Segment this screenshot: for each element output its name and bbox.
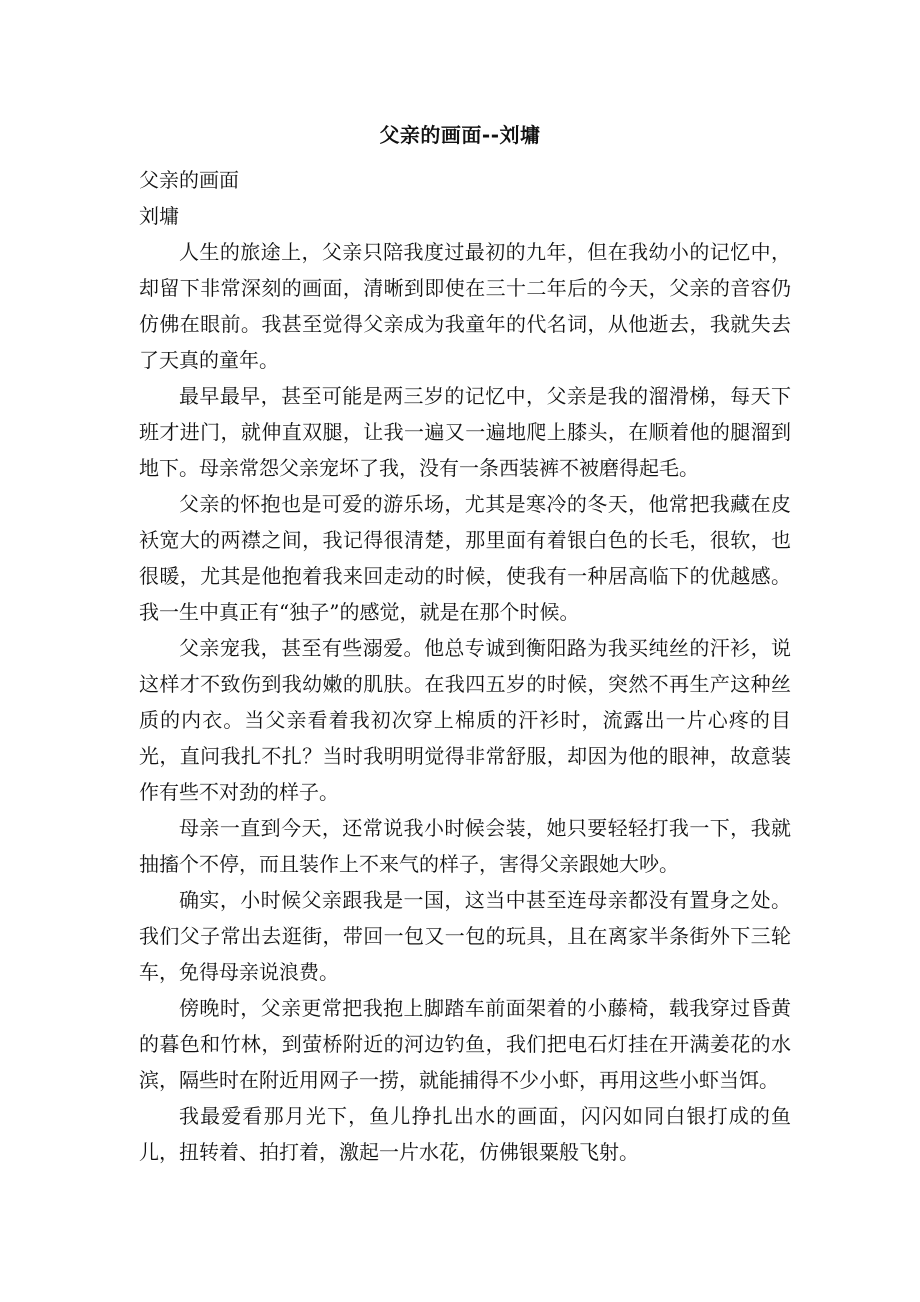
document-title: 父亲的画面--刘墉 [379, 123, 541, 147]
article-author: 刘墉 [139, 204, 179, 228]
paragraph: 确实，小时候父亲跟我是一国，这当中甚至连母亲都没有置身之处。我们父子常出去逛街，带回一包又一包的玩具，且在离家半条街外下三轮车，免得母亲说浪费。 [139, 888, 791, 984]
paragraph: 父亲的怀抱也是可爱的游乐场，尤其是寒冷的冬天，他常把我藏在皮袄宽大的两襟之间，我记得很清楚，那里面有着银白色的长毛，很软，也很暖，尤其是他抱着我来回走动的时候，使我有一种居高临下的优越感。我一生中真正有“独子”的感觉，就是在那个时候。 [139, 492, 791, 624]
paragraph: 最早最早，甚至可能是两三岁的记忆中，父亲是我的溜滑梯，每天下班才进门，就伸直双腿，让我一遍又一遍地爬上膝头，在顺着他的腿溜到地下。母亲常怨父亲宠坏了我，没有一条西装裤不被磨得起毛。 [139, 384, 791, 480]
paragraph: 人生的旅途上，父亲只陪我度过最初的九年，但在我幼小的记忆中，却留下非常深刻的画面，清晰到即使在三十二年后的今天，父亲的音容仍仿佛在眼前。我甚至觉得父亲成为我童年的代名词，从他逝去，我就失去了天真的童年。 [139, 240, 791, 372]
paragraph: 母亲一直到今天，还常说我小时候会装，她只要轻轻打我一下，我就抽搐个不停，而且装作上不来气的样子，害得父亲跟她大吵。 [139, 816, 791, 876]
paragraph: 父亲宠我，甚至有些溺爱。他总专诚到衡阳路为我买纯丝的汗衫，说这样才不致伤到我幼嫩的肌肤。在我四五岁的时候，突然不再生产这种丝质的内衣。当父亲看着我初次穿上棉质的汗衫时，流露出一片心疼的目光，直问我扎不扎？当时我明明觉得非常舒服，却因为他的眼神，故意装作有些不对劲的样子。 [139, 636, 791, 804]
paragraph: 傍晚时，父亲更常把我抱上脚踏车前面架着的小藤椅，载我穿过昏黄的暮色和竹林，到萤桥附近的河边钓鱼，我们把电石灯挂在开满姜花的水滨，隔些时在附近用网子一捞，就能捕得不少小虾，再用这些小虾当饵。 [139, 996, 791, 1092]
paragraph: 我最爱看那月光下，鱼儿挣扎出水的画面，闪闪如同白银打成的鱼儿，扭转着、拍打着，激起一片水花，仿佛银粟般飞射。 [139, 1104, 791, 1164]
article-subtitle: 父亲的画面 [139, 168, 239, 192]
document-body [139, 162, 791, 1170]
